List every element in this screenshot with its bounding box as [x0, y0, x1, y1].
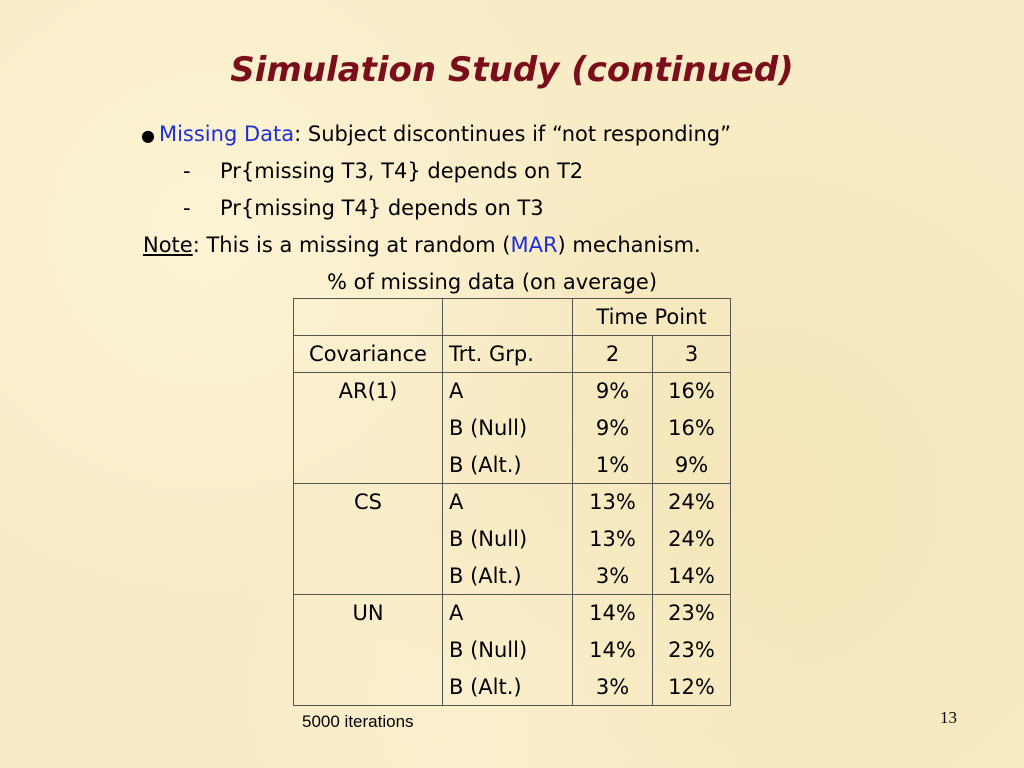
table-row	[294, 373, 731, 410]
time-point-2-cell: 9%	[573, 373, 653, 410]
treatment-group-cell: B (Alt.)	[443, 669, 573, 706]
treatment-group-cell: A	[443, 484, 573, 521]
treatment-group-cell: A	[443, 373, 573, 410]
time-point-2-cell: 14%	[573, 632, 653, 669]
covariance-cell: AR(1)	[294, 373, 443, 410]
time-point-3-cell: 12%	[653, 669, 731, 706]
covariance-cell	[294, 521, 443, 558]
missing-data-label: Missing Data	[158, 122, 295, 146]
treatment-group-cell: B (Alt.)	[443, 447, 573, 484]
table-header-row	[294, 336, 731, 373]
table-row	[294, 484, 731, 521]
time-point-2-cell: 3%	[573, 558, 653, 595]
treatment-group-cell: B (Alt.)	[443, 558, 573, 595]
table-row	[294, 410, 731, 447]
treatment-group-cell: A	[443, 595, 573, 632]
table-row	[294, 632, 731, 669]
table-row	[294, 558, 731, 595]
note-label: Note	[143, 233, 193, 257]
column-header: 2	[573, 336, 653, 373]
time-point-2-cell: 13%	[573, 521, 653, 558]
table-header-empty	[294, 299, 443, 336]
column-header: Covariance	[294, 336, 443, 373]
bullet-dot-icon: ●	[141, 126, 155, 145]
covariance-cell	[294, 669, 443, 706]
covariance-cell	[294, 632, 443, 669]
missing-data-description: : Subject discontinues if “not responding”	[294, 122, 731, 146]
covariance-cell	[294, 447, 443, 484]
time-point-3-cell: 24%	[653, 484, 731, 521]
time-point-3-cell: 16%	[653, 373, 731, 410]
note-text-after: ) mechanism.	[557, 233, 701, 257]
time-point-3-cell: 23%	[653, 632, 731, 669]
time-point-2-cell: 13%	[573, 484, 653, 521]
table-header-row	[294, 299, 731, 336]
covariance-cell: UN	[294, 595, 443, 632]
sub-item-text: Pr{missing T3, T4} depends on T2	[220, 159, 584, 183]
missing-data-table	[293, 298, 731, 706]
note-line	[143, 227, 701, 264]
column-header: Trt. Grp.	[443, 336, 573, 373]
note-text-before: : This is a missing at random (	[192, 233, 511, 257]
covariance-cell: CS	[294, 484, 443, 521]
footnote: 5000 iterations	[302, 712, 414, 731]
table-row	[294, 521, 731, 558]
table-caption: % of missing data (on average)	[327, 270, 658, 294]
slide-title: Simulation Study (continued)	[230, 50, 794, 90]
table-row	[294, 447, 731, 484]
column-header: 3	[653, 336, 731, 373]
treatment-group-cell: B (Null)	[443, 521, 573, 558]
table-row	[294, 595, 731, 632]
mar-label: MAR	[510, 233, 558, 257]
treatment-group-cell: B (Null)	[443, 410, 573, 447]
table-header-empty	[443, 299, 573, 336]
treatment-group-cell: B (Null)	[443, 632, 573, 669]
time-point-2-cell: 1%	[573, 447, 653, 484]
sub-item	[183, 153, 583, 190]
time-point-3-cell: 24%	[653, 521, 731, 558]
sub-item-text: Pr{missing T4} depends on T3	[220, 196, 544, 220]
sub-item	[183, 190, 544, 227]
time-point-2-cell: 3%	[573, 669, 653, 706]
sub-item-dash: -	[183, 196, 191, 220]
covariance-cell	[294, 558, 443, 595]
time-point-3-cell: 23%	[653, 595, 731, 632]
time-point-3-cell: 9%	[653, 447, 731, 484]
table-row	[294, 669, 731, 706]
time-point-2-cell: 9%	[573, 410, 653, 447]
time-point-3-cell: 14%	[653, 558, 731, 595]
time-point-3-cell: 16%	[653, 410, 731, 447]
bullet-missing-data	[141, 116, 731, 154]
time-point-header: Time Point	[573, 299, 731, 336]
sub-item-dash: -	[183, 159, 191, 183]
slide-number: 13	[940, 708, 957, 727]
time-point-2-cell: 14%	[573, 595, 653, 632]
covariance-cell	[294, 410, 443, 447]
